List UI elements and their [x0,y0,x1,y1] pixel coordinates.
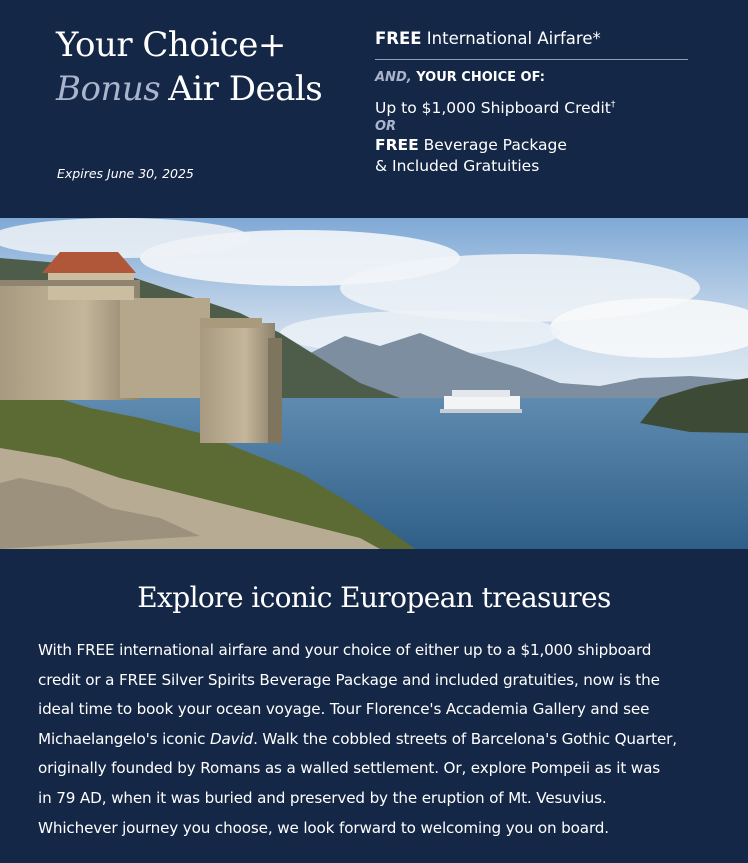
paragraph-line: With FREE international airfare and your choice of either up to a $1,000 shipboard [38,641,652,659]
or-word: OR [375,119,397,135]
offer-divider [375,59,688,60]
paragraph-line: Whichever journey you choose, we look forward to welcoming you on board. [38,818,609,837]
and-word: AND, [375,70,412,85]
coastal-fortress-photo [0,218,748,549]
brand-title: Your Choice+ [56,25,286,65]
credit-dagger: † [610,100,616,110]
body-paragraph [38,636,718,843]
beverage-text: Beverage Package [418,136,567,155]
offer-shipboard-credit [375,95,688,118]
line4-post: . Walk the cobbled streets of Barcelona's Gothic Quarter, [253,729,677,748]
paragraph-line: originally founded by Romans as a walled settlement. Or, explore Pompeii as it was [38,759,660,778]
expiration-date: Expires June 30, 2025 [57,166,194,181]
credit-text: Up to $1,000 Shipboard Credit [375,99,611,118]
offer-gratuities: & Included Gratuities [375,157,540,176]
line4-pre: Michaelangelo's iconic [38,729,210,748]
offer-beverage [375,135,688,156]
airfare-free-word: FREE [375,29,422,48]
brand-airdeals-text: Air Deals [168,69,323,109]
david-italic: David [209,729,254,748]
airfare-text: International Airfare* [421,29,601,48]
photo-illustration [0,218,748,549]
your-choice-text: YOUR CHOICE OF: [411,70,545,85]
brand-subtitle [56,70,322,108]
paragraph-line: ideal time to book your ocean voyage. Tour Florence's Accademia Gallery and see [38,700,650,719]
beverage-free-word: FREE [375,136,419,155]
paragraph-line: in 79 AD, when it was buried and preserved by the eruption of Mt. Vesuvius. [38,788,607,807]
offer-airfare [375,28,688,50]
offer-choice-heading [375,69,688,87]
offer-header [0,0,748,218]
section-headline: Explore iconic European treasures [137,581,611,614]
brand-bonus-text: Bonus [56,69,161,109]
offer-details [375,28,688,177]
paragraph-line: credit or a FREE Silver Spirits Beverage Package and included gratuities, now is the [38,670,660,689]
paragraph-line [38,725,718,755]
